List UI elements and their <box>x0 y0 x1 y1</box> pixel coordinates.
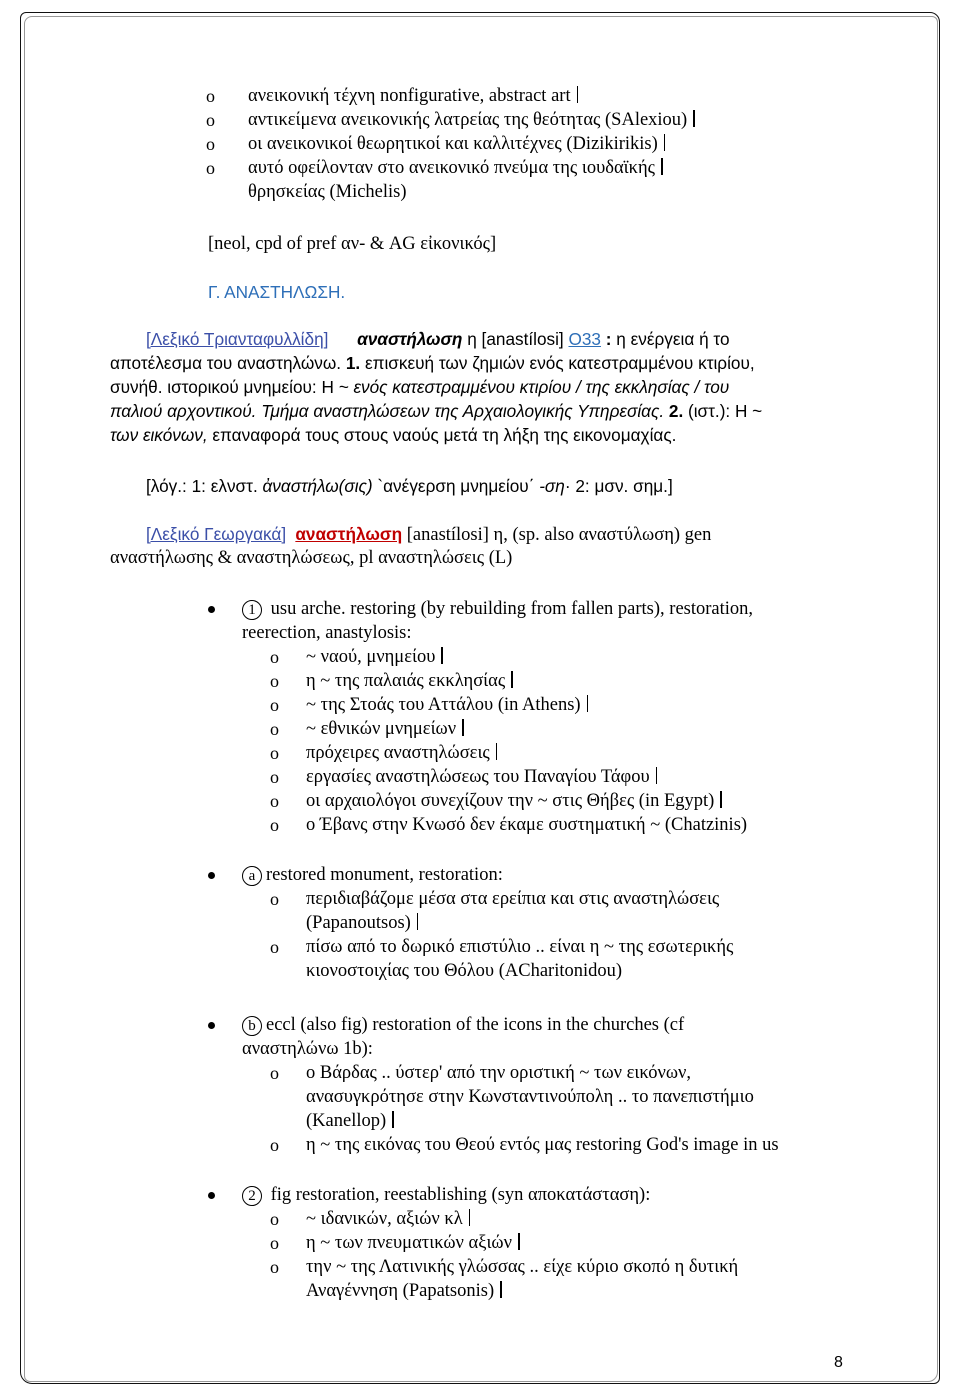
sense-heading-continued: αναστηλώνω 1b): <box>242 1039 373 1059</box>
code-link[interactable]: Ο33 <box>568 329 601 349</box>
example-item: ~ ναού, μνημείου <box>306 645 443 669</box>
dictionary-source-link[interactable]: [Λεξικό Γεωργακά] <box>146 524 287 544</box>
sense-heading: 2 fig restoration, reestablishing (syn αποκατάσταση): <box>242 1183 650 1207</box>
example-item: ~ ιδανικών, αξιών κλ <box>306 1207 470 1231</box>
example-item: εργασίες αναστηλώσεως του Παναγίου Τάφου <box>306 765 657 789</box>
georgakas-line-2: αναστήλωσης & αναστηλώσεως, pl αναστηλώσεις (L) <box>110 548 513 568</box>
list-marker: o <box>206 134 215 154</box>
section-title: Γ. ΑΝΑΣΤΗΛΩΣΗ. <box>208 282 346 302</box>
example-item: ~ εθνικών μνημείων <box>306 717 464 741</box>
example-item-continued: Αναγέννηση (Papatsonis) <box>306 1279 502 1303</box>
bullet-icon <box>208 606 215 613</box>
sense-heading: b eccl (also fig) restoration of the icons in the churches (cf <box>242 1013 684 1037</box>
example-item: η ~ των πνευματικών αξιών <box>306 1231 520 1255</box>
sense-number-badge: 1 <box>242 600 262 620</box>
example-item: η ~ της εικόνας του Θεού εντός μας restoring God's image in us <box>306 1135 779 1155</box>
headword: αναστήλωση <box>357 329 463 349</box>
list-marker: o <box>270 937 279 957</box>
example-item-continued: (Kanellop) <box>306 1109 394 1133</box>
list-marker: o <box>270 791 279 811</box>
etymology-note: [neol, cpd of pref αν- & AG εἰκονικός] <box>208 234 497 254</box>
list-marker: o <box>270 1063 279 1083</box>
list-marker: o <box>270 1233 279 1253</box>
example-item: ~ της Στοάς του Αττάλου (in Athens) <box>306 693 588 717</box>
sense-heading-continued: reerection, anastylosis: <box>242 623 412 643</box>
list-marker: o <box>270 889 279 909</box>
list-marker: o <box>270 719 279 739</box>
list-item: οι ανεικονικοί θεωρητικοί και καλλιτέχνες (Dizikirikis) <box>248 132 665 156</box>
list-marker: o <box>270 1135 279 1155</box>
list-marker: o <box>270 1257 279 1277</box>
sense-letter-badge: a <box>242 866 262 886</box>
example-item: πρόχειρες αναστηλώσεις <box>306 741 497 765</box>
dictionary-source-link[interactable]: [Λεξικό Τριανταφυλλίδη] <box>146 329 329 349</box>
list-item: αυτό οφείλονταν στο ανεικονικό πνεύμα της ιουδαϊκής <box>248 156 663 180</box>
sense-heading: a restored monument, restoration: <box>242 863 503 887</box>
list-item-continued: θρησκείας (Michelis) <box>248 182 407 202</box>
list-marker: o <box>270 767 279 787</box>
list-marker: o <box>206 110 215 130</box>
bullet-icon <box>208 1192 215 1199</box>
triantafyllidis-etymology: [λόγ.: 1: ελνστ. ἀναστήλω(σις) `ανέγερση μνημείου΄ -ση· 2: μσν. σημ.] <box>146 476 673 496</box>
list-marker: o <box>270 1209 279 1229</box>
example-item-continued: (Papanoutsos) <box>306 911 418 935</box>
bullet-icon <box>208 1022 215 1029</box>
triantafyllidis-line-5: των εικόνων, επαναφορά τους στους ναούς μετά τη λήξη της εικονομαχίας. <box>110 425 677 445</box>
example-item: την ~ της Λατινικής γλώσσας .. είχε κύριο σκοπό η δυτική <box>306 1257 739 1277</box>
triantafyllidis-line-4: παλιού αρχοντικού. Τμήμα αναστηλώσεων της Αρχαιολογικής Υπηρεσίας. 2. (ιστ.): Η ~ <box>110 401 763 421</box>
list-marker: o <box>270 647 279 667</box>
list-marker: o <box>270 815 279 835</box>
georgakas-line-1: [Λεξικό Γεωργακά] αναστήλωση [anastílosi] η, (sp. also αναστύλωση) gen <box>146 524 712 545</box>
list-item: ανεικονική τέχνη nonfigurative, abstract art <box>248 84 578 108</box>
example-item: πίσω από το δωρικό επιστύλιο .. είναι η ~ της εσωτερικής <box>306 937 734 957</box>
list-marker: o <box>270 671 279 691</box>
example-item: ο Βάρδας .. ύστερ' από την οριστική ~ των εικόνων, <box>306 1063 692 1083</box>
sense-heading: 1 usu arche. restoring (by rebuilding from fallen parts), restoration, <box>242 597 753 621</box>
example-item: η ~ της παλαιάς εκκλησίας <box>306 669 513 693</box>
example-item: ο Έβανς στην Κνωσό δεν έκαμε συστηματική ~ (Chatzinis) <box>306 815 748 835</box>
example-item-continued: κιονοστοιχίας του Θόλου (ACharitonidou) <box>306 961 623 981</box>
list-item: αντικείμενα ανεικονικής λατρείας της θεότητας (SAlexiou) <box>248 108 695 132</box>
list-marker: o <box>206 86 215 106</box>
example-item: οι αρχαιολόγοι συνεχίζουν την ~ στις Θήβες (in Egypt) <box>306 789 722 813</box>
list-marker: o <box>206 158 215 178</box>
triantafyllidis-line-3: συνήθ. ιστορικού μνημείου: Η ~ ενός κατεστραμμένου κτιρίου / της εκκλησίας / του <box>110 377 730 397</box>
sense-letter-badge: b <box>242 1016 262 1036</box>
sense-number-badge: 2 <box>242 1186 262 1206</box>
list-marker: o <box>270 695 279 715</box>
list-marker: o <box>270 743 279 763</box>
page-number: 8 <box>834 1354 843 1371</box>
example-item-continued: ανασυγκρότησε στην Κωνσταντινούπολη .. το πανεπιστήμιο <box>306 1087 754 1107</box>
triantafyllidis-line-1: [Λεξικό Τριανταφυλλίδη] αναστήλωση η [anastílosi] Ο33 : η ενέργεια ή το <box>146 329 730 349</box>
example-item: περιδιαβάζομε μέσα στα ερείπια και στις αναστηλώσεις <box>306 889 720 909</box>
triantafyllidis-line-2: αποτέλεσμα του αναστηλώνω. 1. επισκευή των ζημιών ενός κατεστραμμένου κτιρίου, <box>110 353 755 373</box>
headword: αναστήλωση <box>295 524 403 544</box>
bullet-icon <box>208 872 215 879</box>
